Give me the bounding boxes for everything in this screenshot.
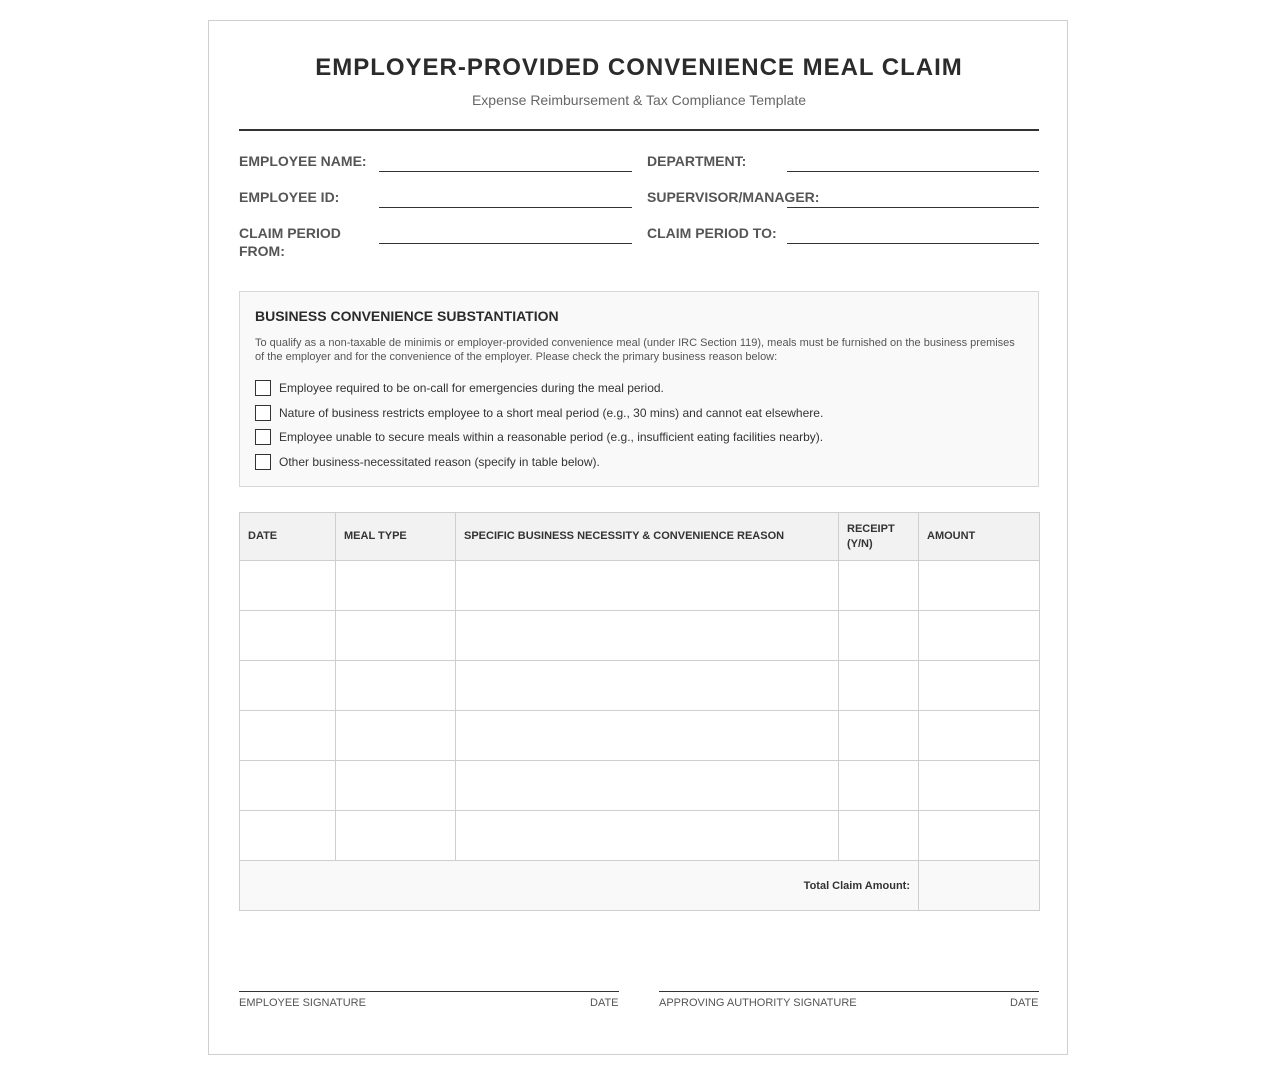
receipt-cell[interactable] (839, 561, 919, 611)
approver-signature-label: APPROVING AUTHORITY SIGNATURE (659, 997, 857, 1009)
meal-type-cell[interactable] (336, 611, 456, 661)
substantiation-title: BUSINESS CONVENIENCE SUBSTANTIATION (255, 308, 559, 324)
reason-checkbox[interactable] (255, 454, 271, 470)
meal-type-cell[interactable] (336, 711, 456, 761)
reason-option-label: Nature of business restricts employee to a short meal period (e.g., 30 mins) and cannot eat elsewhere. (279, 406, 824, 420)
approver-date-label: DATE (1010, 997, 1039, 1009)
reason-cell[interactable] (456, 711, 839, 761)
supervisor-field[interactable] (787, 207, 1039, 208)
header-divider (239, 129, 1039, 131)
claim-form-page (208, 20, 1068, 1055)
amount-cell[interactable] (919, 561, 1040, 611)
amount-cell[interactable] (919, 811, 1040, 861)
reason-cell[interactable] (456, 761, 839, 811)
total-claim-label: Total Claim Amount: (240, 861, 919, 911)
reason-cell[interactable] (456, 561, 839, 611)
header-receipt: RECEIPT (Y/N) (839, 513, 919, 561)
reason-cell[interactable] (456, 611, 839, 661)
meal-type-cell[interactable] (336, 561, 456, 611)
date-cell[interactable] (240, 761, 336, 811)
form-title: EMPLOYER-PROVIDED CONVENIENCE MEAL CLAIM (315, 54, 963, 81)
employee-date-label: DATE (590, 997, 619, 1009)
table-row (240, 811, 1040, 861)
claim-to-field[interactable] (787, 243, 1039, 244)
reason-option-label: Employee required to be on-call for emergencies during the meal period. (279, 381, 664, 395)
meal-type-cell[interactable] (336, 661, 456, 711)
total-claim-amount[interactable] (919, 861, 1040, 911)
claim-from-field[interactable] (379, 243, 632, 244)
amount-cell[interactable] (919, 761, 1040, 811)
supervisor-label: SUPERVISOR/MANAGER: (647, 189, 820, 205)
claim-from-label: CLAIM PERIOD FROM: (239, 225, 341, 259)
claims-table (239, 512, 1040, 911)
employee-id-label: EMPLOYEE ID: (239, 189, 340, 205)
reason-checkbox[interactable] (255, 429, 271, 445)
table-row (240, 661, 1040, 711)
substantiation-box (239, 291, 1039, 487)
employee-id-field[interactable] (379, 207, 632, 208)
amount-cell[interactable] (919, 711, 1040, 761)
table-row (240, 761, 1040, 811)
claim-to-label: CLAIM PERIOD TO: (647, 225, 777, 241)
receipt-cell[interactable] (839, 611, 919, 661)
receipt-cell[interactable] (839, 711, 919, 761)
header-amount: AMOUNT (919, 513, 1040, 561)
employee-name-field[interactable] (379, 171, 632, 172)
header-date: DATE (240, 513, 336, 561)
table-header-row (240, 513, 1040, 561)
employee-name-label: EMPLOYEE NAME: (239, 153, 367, 169)
amount-cell[interactable] (919, 661, 1040, 711)
reason-checkbox[interactable] (255, 380, 271, 396)
date-cell[interactable] (240, 661, 336, 711)
reason-checkbox[interactable] (255, 405, 271, 421)
date-cell[interactable] (240, 711, 336, 761)
total-row (240, 861, 1040, 911)
reason-cell[interactable] (456, 661, 839, 711)
amount-cell[interactable] (919, 611, 1040, 661)
form-subtitle: Expense Reimbursement & Tax Compliance Template (471, 92, 807, 108)
reason-option-label: Other business-necessitated reason (specify in table below). (279, 455, 600, 469)
approver-signature-line[interactable] (659, 991, 1039, 992)
employee-signature-label: EMPLOYEE SIGNATURE (239, 997, 366, 1009)
receipt-cell[interactable] (839, 661, 919, 711)
reason-option-label: Employee unable to secure meals within a reasonable period (e.g., insufficient eating facilities nearby). (279, 430, 824, 444)
date-cell[interactable] (240, 561, 336, 611)
substantiation-description: To qualify as a non-taxable de minimis or employer-provided convenience meal (under IRC Section 119), meals must be furnished on the business premises of the employer and for the convenience of the employer. Please check the primary business reason below: (255, 337, 1015, 363)
receipt-cell[interactable] (839, 761, 919, 811)
table-row (240, 561, 1040, 611)
date-cell[interactable] (240, 611, 336, 661)
receipt-cell[interactable] (839, 811, 919, 861)
table-row (240, 611, 1040, 661)
department-field[interactable] (787, 171, 1039, 172)
date-cell[interactable] (240, 811, 336, 861)
reason-cell[interactable] (456, 811, 839, 861)
department-label: DEPARTMENT: (647, 153, 747, 169)
header-reason: SPECIFIC BUSINESS NECESSITY & CONVENIENCE REASON (456, 513, 839, 561)
table-row (240, 711, 1040, 761)
meal-type-cell[interactable] (336, 811, 456, 861)
header-meal-type: MEAL TYPE (336, 513, 456, 561)
meal-type-cell[interactable] (336, 761, 456, 811)
employee-signature-line[interactable] (239, 991, 619, 992)
